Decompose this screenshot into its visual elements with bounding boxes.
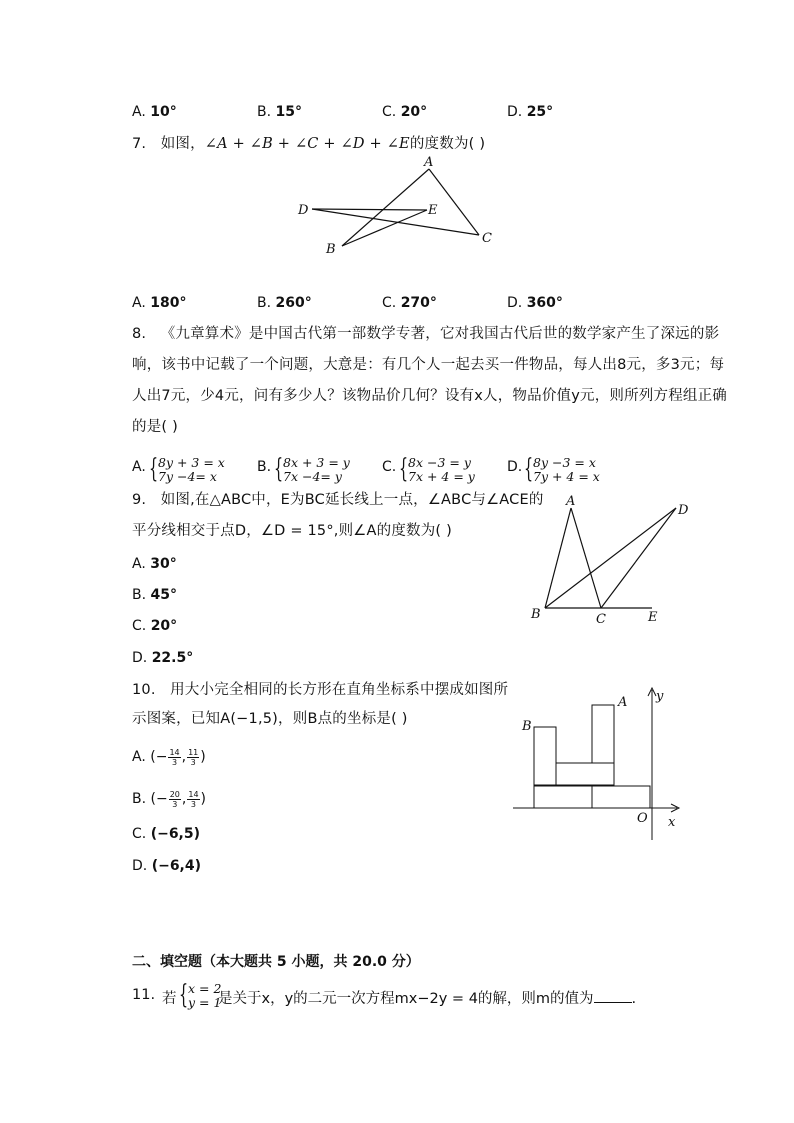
q10-label-x: x (668, 815, 676, 830)
q10-label-a: A (618, 695, 628, 710)
exam-page: A. 10° B. 15° C. 20° D. 25° 7. 如图，∠A + ∠B + ∠C + ∠D + ∠E的度数为( ) A D E B C A. 180° B. 260° C. 270° D. 360° 8. 《九章算术》是中国古代第一部数学专著，它对我国古代后世的数学家产生了深远的影 响，该书中记载了一个问题，大意是：有几个人一起去买一件物品，每人出8元，多3元；每 人出7元，少4元，问有多少人？该物品价几何？设有x人，物品价值y元，则所列方程组正确 的是( ) A. { 8y + 3 = x 7y −4= x B. { 8x + 3 = y 7x −4= y C. { 8x −3 = y 7x + 4 = y D. { 8y −3 = x 7y + 4 = x 9. 如图,在△ABC中，E为BC延长线上一点，∠ABC与∠ACE的 平分线相交于点D，∠D = 15°,则∠A的度数为( ) A. 30° B. 45° C. 20° D. 22.5° A D B C E 10. 用大小完全相同的长方形在直角坐标系中摆成如图所 示图案，已知A(−1,5)，则B点的坐标是( ) A. (− $\frac{14}{3}$ , $\frac{11}{3}$ ) B. (− $\frac{20}{3}$ , $\frac{14}{3}$ ) C. (−6,5) D. (−6,4) B A y O x 二、填空题（本大题共 5 小题，共 20.0 分） 11. 若 { x = 2 y = 1 是关于x，y的二元一次方程mx−2y = 4的解，则m的值为 . (0, 0, 794, 1123)
q7-label-c: C (482, 231, 492, 246)
q10-option-b-frac-2: $\frac{14}{3}$ (188, 789, 199, 809)
q10-label-b: B (522, 719, 532, 734)
q7-figure (290, 152, 510, 262)
q10-line-2: 示图案，已知A(−1,5)，则B点的坐标是( ) (132, 711, 408, 727)
q9-line-a-c (571, 508, 601, 608)
q6-option-a[interactable]: A. 10° (132, 104, 177, 120)
q9-label-c: C (596, 612, 606, 627)
section-2-heading: 二、填空题（本大题共 5 小题，共 20.0 分） (132, 954, 420, 970)
q9-label-e: E (648, 610, 658, 625)
q9-line-a-b (545, 508, 571, 608)
q6-option-d[interactable]: D. 25° (507, 104, 554, 120)
q6-option-c[interactable]: C. 20° (382, 104, 428, 120)
q8-line-2: 响，该书中记载了一个问题，大意是：有几个人一起去买一件物品，每人出8元，多3元；每 (132, 357, 725, 373)
q9-line-c-d (601, 508, 676, 608)
q6-option-b[interactable]: B. 15° (257, 104, 302, 120)
q7-option-a[interactable]: A. 180° (132, 295, 187, 311)
q10-rect-bottom-left (534, 786, 592, 808)
q7-line-d-e (312, 209, 427, 210)
q9-option-b[interactable]: B. 45° (132, 587, 177, 603)
q7-line-d-c (312, 209, 479, 235)
q9-line-1: 9. 如图,在△ABC中，E为BC延长线上一点，∠ABC与∠ACE的 (132, 492, 544, 508)
q10-option-b-frac-1: $\frac{20}{3}$ (169, 789, 180, 809)
q10-option-b[interactable]: B. (− $\frac{20}{3}$ , $\frac{14}{3}$ ) (132, 789, 207, 809)
q9-label-a: A (566, 494, 576, 509)
q10-rect-bottom-right (592, 786, 650, 808)
q8-number: 8. (132, 326, 147, 342)
q10-option-a[interactable]: A. (− $\frac{14}{3}$ , $\frac{11}{3}$ ) (132, 747, 206, 767)
q10-rect-middle (556, 763, 614, 785)
q9-figure (525, 490, 705, 630)
q9-label-d: D (678, 503, 689, 518)
q9-number: 9. (132, 492, 147, 508)
q10-option-a-frac-1: $\frac{14}{3}$ (169, 747, 180, 767)
q9-line-b-d (545, 508, 676, 608)
q9-label-b: B (531, 607, 541, 622)
q7-stem: 7. 如图，∠A + ∠B + ∠C + ∠D + ∠E的度数为( ) (132, 136, 486, 152)
q10-line-1: 10. 用大小完全相同的长方形在直角坐标系中摆成如图所 (132, 682, 509, 698)
q8-line-3: 人出7元，少4元，问有多少人？该物品价几何？设有x人，物品价值y元，则所列方程组正确 (132, 388, 728, 404)
q7-line-a-b (342, 169, 429, 246)
q7-label-e: E (428, 203, 438, 218)
q10-figure (505, 680, 695, 850)
q9-option-a[interactable]: A. 30° (132, 556, 177, 572)
q7-line-a-c (429, 169, 479, 235)
q8-line-1: 8. 《九章算术》是中国古代第一部数学专著，它对我国古代后世的数学家产生了深远的影 (132, 326, 720, 342)
q8-option-d[interactable]: D. { 8y −3 = x 7y + 4 = x (507, 454, 600, 484)
q8-option-d-brace: { (524, 454, 534, 484)
q8-line-4: 的是( ) (132, 419, 178, 435)
q10-rect-right-vertical (592, 705, 614, 763)
q8-option-b[interactable]: B. { 8x + 3 = y 7x −4= y (257, 454, 350, 484)
q10-label-y: y (656, 689, 664, 704)
q10-label-o: O (637, 811, 648, 826)
q10-option-a-frac-2: $\frac{11}{3}$ (188, 747, 199, 767)
q9-option-d[interactable]: D. 22.5° (132, 650, 194, 666)
q7-label-d: D (298, 203, 309, 218)
q9-option-c[interactable]: C. 20° (132, 618, 178, 634)
q7-label-b: B (326, 242, 336, 257)
q7-option-d[interactable]: D. 360° (507, 295, 563, 311)
q7-formula: ∠A + ∠B + ∠C + ∠D + ∠E (204, 136, 410, 152)
q7-option-b[interactable]: B. 260° (257, 295, 312, 311)
q9-line-2: 平分线相交于点D，∠D = 15°,则∠A的度数为( ) (132, 523, 452, 539)
q7-option-c[interactable]: C. 270° (382, 295, 437, 311)
q11-answer-blank[interactable] (594, 990, 632, 1003)
q7-number: 7. (132, 136, 147, 152)
q10-option-c[interactable]: C. (−6,5) (132, 826, 201, 842)
q8-option-a-brace: { (149, 454, 159, 484)
q8-option-c-brace: { (399, 454, 409, 484)
q8-option-b-brace: { (274, 454, 284, 484)
q10-rect-left-vertical (534, 727, 556, 785)
q8-option-c[interactable]: C. { 8x −3 = y 7x + 4 = y (382, 454, 475, 484)
q10-option-d[interactable]: D. (−6,4) (132, 858, 202, 874)
q11-number: 11. (132, 987, 156, 1003)
q11-brace: { (179, 980, 189, 1010)
q7-label-a: A (424, 155, 434, 170)
q8-option-a[interactable]: A. { 8y + 3 = x 7y −4= x (132, 454, 225, 484)
q10-number: 10. (132, 682, 156, 698)
